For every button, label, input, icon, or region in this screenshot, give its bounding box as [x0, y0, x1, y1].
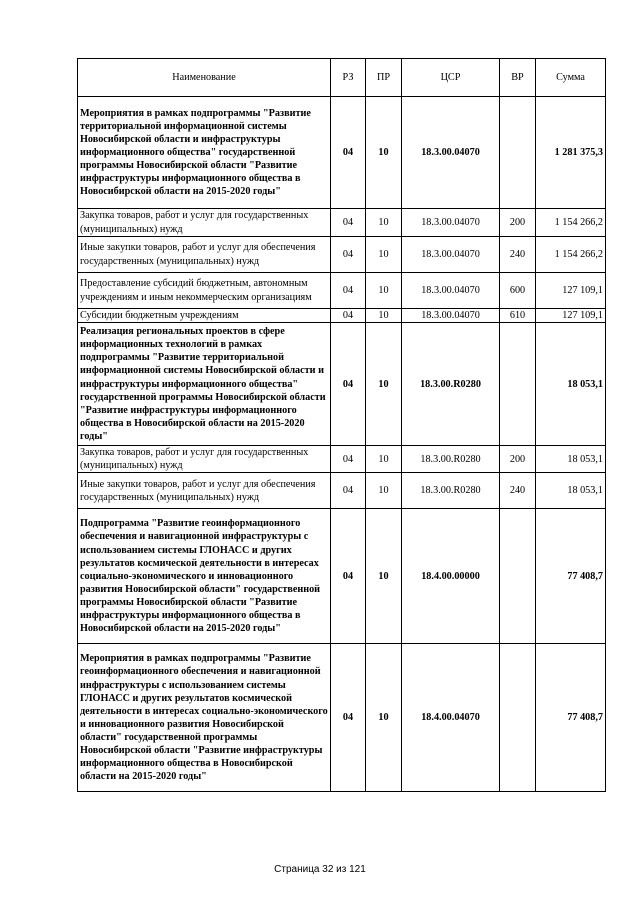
row-pr: 10	[366, 473, 402, 509]
row-vr: 240	[500, 237, 536, 273]
row-rz: 04	[331, 446, 366, 473]
row-pr: 10	[366, 209, 402, 237]
row-pr: 10	[366, 446, 402, 473]
header-csr: ЦСР	[402, 59, 500, 97]
row-csr: 18.3.00.R0280	[402, 323, 500, 446]
header-sum: Сумма	[536, 59, 606, 97]
table-row	[78, 473, 606, 509]
row-csr: 18.4.00.00000	[402, 509, 500, 644]
row-name: Иные закупки товаров, работ и услуг для обеспечения государственных (муниципальных) нужд	[78, 237, 331, 273]
row-name: Реализация региональных проектов в сфере информационных технологий в рамках подпрограммы "Развитие территориальной информационной системы Новосибирской области и инфраструктуры информационного общества" государственной программы Новосибирской области "Развитие инфраструктуры информационного общества в Новосибирской области на 2015-2020 годы"	[78, 323, 331, 446]
row-sum: 18 053,1	[536, 446, 606, 473]
row-csr: 18.3.00.04070	[402, 209, 500, 237]
table-header-row	[78, 59, 606, 97]
row-vr	[500, 323, 536, 446]
row-name: Мероприятия в рамках подпрограммы "Развитие геоинформационного обеспечения и навигационной инфраструктуры с использованием системы ГЛОНАСС и других результатов космической деятельности в интересах социально-экономического и инновационного развития Новосибирской области" государственной программы Новосибирской области "Развитие инфраструктуры информационного общества в Новосибирской области на 2015-2020 годы"	[78, 644, 331, 792]
row-vr: 240	[500, 473, 536, 509]
row-rz: 04	[331, 237, 366, 273]
row-vr: 600	[500, 273, 536, 309]
page-number: Страница 32 из 121	[274, 864, 366, 875]
table-row	[78, 323, 606, 446]
row-sum: 18 053,1	[536, 323, 606, 446]
row-name: Субсидии бюджетным учреждениям	[78, 309, 331, 323]
row-pr: 10	[366, 323, 402, 446]
budget-table	[77, 58, 606, 792]
row-sum: 77 408,7	[536, 644, 606, 792]
row-name: Иные закупки товаров, работ и услуг для обеспечения государственных (муниципальных) нужд	[78, 473, 331, 509]
row-name: Мероприятия в рамках подпрограммы "Развитие территориальной информационной системы Новосибирской области и инфраструктуры информационного общества" государственной программы Новосибирской области "Развитие инфраструктуры информационного общества в Новосибирской области на 2015-2020 годы"	[78, 97, 331, 209]
row-sum: 127 109,1	[536, 309, 606, 323]
row-rz: 04	[331, 209, 366, 237]
row-vr: 200	[500, 209, 536, 237]
row-sum: 127 109,1	[536, 273, 606, 309]
table-row	[78, 509, 606, 644]
row-rz: 04	[331, 509, 366, 644]
row-vr	[500, 644, 536, 792]
row-sum: 77 408,7	[536, 509, 606, 644]
header-name: Наименование	[78, 59, 331, 97]
row-csr: 18.3.00.04070	[402, 273, 500, 309]
row-name: Закупка товаров, работ и услуг для государственных (муниципальных) нужд	[78, 446, 331, 473]
table-row	[78, 209, 606, 237]
header-pr: ПР	[366, 59, 402, 97]
row-name: Закупка товаров, работ и услуг для государственных (муниципальных) нужд	[78, 209, 331, 237]
header-vr: ВР	[500, 59, 536, 97]
row-rz: 04	[331, 273, 366, 309]
row-sum: 1 154 266,2	[536, 209, 606, 237]
row-name: Подпрограмма "Развитие геоинформационного обеспечения и навигационной инфраструктуры с использованием системы ГЛОНАСС и других результатов космической деятельности в интересах социально-экономического и инновационного развития Новосибирской области" государственной программы Новосибирской области "Развитие инфраструктуры информационного общества в Новосибирской области на 2015-2020 годы"	[78, 509, 331, 644]
row-vr: 200	[500, 446, 536, 473]
row-pr: 10	[366, 237, 402, 273]
row-pr: 10	[366, 309, 402, 323]
table-row	[78, 309, 606, 323]
row-vr: 610	[500, 309, 536, 323]
row-pr: 10	[366, 644, 402, 792]
table-row	[78, 273, 606, 309]
row-vr	[500, 97, 536, 209]
row-csr: 18.4.00.04070	[402, 644, 500, 792]
row-sum: 18 053,1	[536, 473, 606, 509]
row-rz: 04	[331, 97, 366, 209]
row-name: Предоставление субсидий бюджетным, автономным учреждениям и иным некоммерческим организациям	[78, 273, 331, 309]
table-row	[78, 446, 606, 473]
row-rz: 04	[331, 644, 366, 792]
row-pr: 10	[366, 273, 402, 309]
row-rz: 04	[331, 323, 366, 446]
table-row	[78, 644, 606, 792]
table-row	[78, 237, 606, 273]
row-pr: 10	[366, 509, 402, 644]
row-sum: 1 281 375,3	[536, 97, 606, 209]
table-row	[78, 97, 606, 209]
header-rz: РЗ	[331, 59, 366, 97]
row-rz: 04	[331, 473, 366, 509]
row-csr: 18.3.00.R0280	[402, 446, 500, 473]
row-rz: 04	[331, 309, 366, 323]
row-csr: 18.3.00.04070	[402, 97, 500, 209]
row-pr: 10	[366, 97, 402, 209]
row-vr	[500, 509, 536, 644]
row-csr: 18.3.00.04070	[402, 309, 500, 323]
row-csr: 18.3.00.04070	[402, 237, 500, 273]
row-csr: 18.3.00.R0280	[402, 473, 500, 509]
row-sum: 1 154 266,2	[536, 237, 606, 273]
